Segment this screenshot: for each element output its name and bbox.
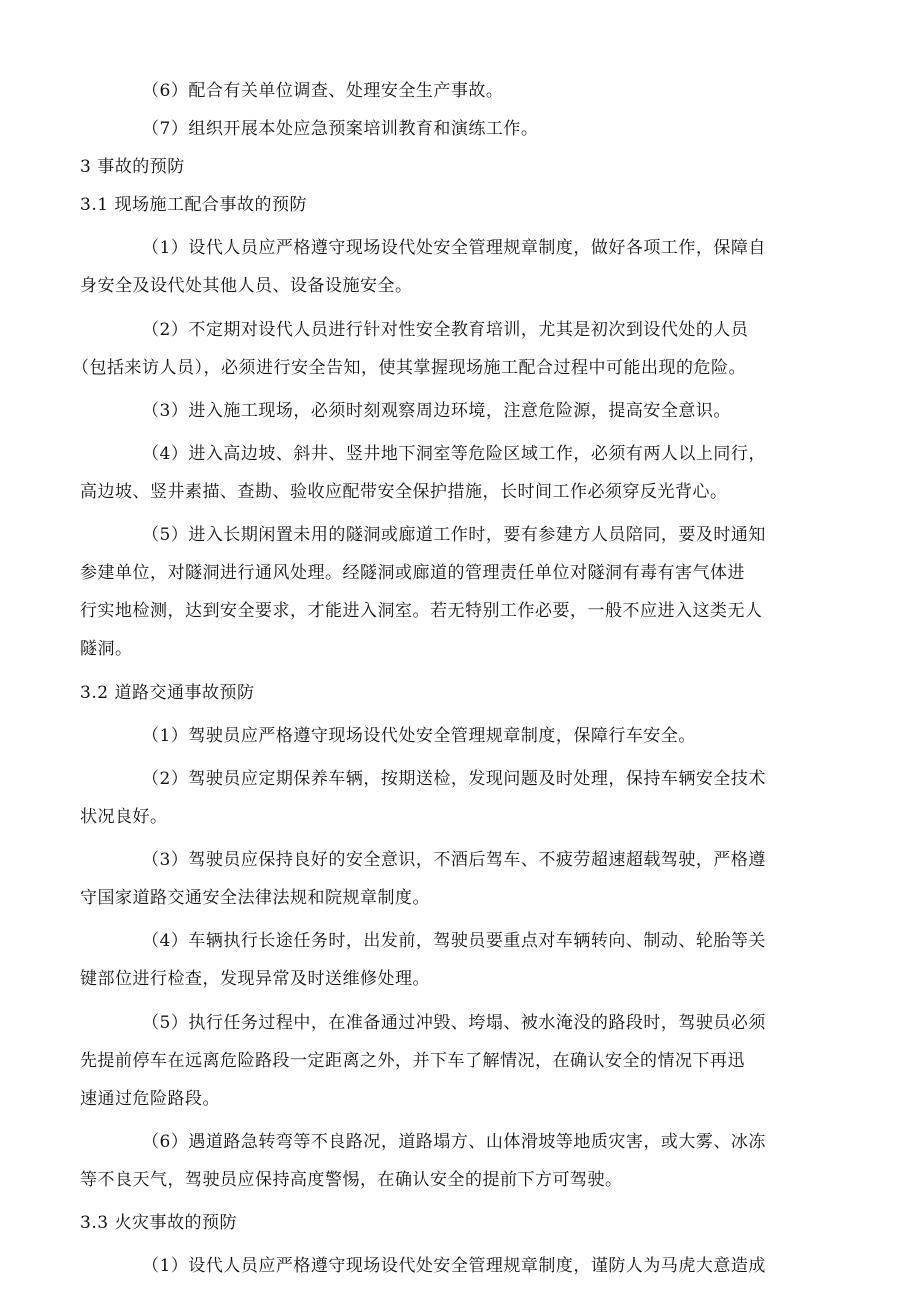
paragraph-line: 身安全及设代处其他人员、设备设施安全。	[80, 276, 413, 296]
paragraph-line: 速通过危险路段。	[80, 1089, 220, 1109]
paragraph-line: 高边坡、竖井素描、查勘、验收应配带安全保护措施，长时间工作必须穿反光背心。	[80, 482, 728, 502]
subsection-heading-3-1: 3.1 现场施工配合事故的预防	[80, 195, 307, 215]
paragraph-line: 先提前停车在远离危险路段一定距离之外，并下车了解情况，在确认安全的情况下再迅	[80, 1051, 745, 1071]
paragraph-line: （6）遇道路急转弯等不良路况，道路塌方、山体滑坡等地质灾害，或大雾、冰冻	[142, 1132, 766, 1152]
paragraph-line: （2）不定期对设代人员进行针对性安全教育培训，尤其是初次到设代处的人员	[142, 320, 749, 340]
subsection-heading-3-3: 3.3 火灾事故的预防	[80, 1213, 237, 1233]
list-item-6: （6）配合有关单位调查、处理安全生产事故。	[142, 81, 504, 101]
paragraph-line: （2）驾驶员应定期保养车辆，按期送检，发现问题及时处理，保持车辆安全技术	[142, 769, 766, 789]
list-item-7: （7）组织开展本处应急预案培训教育和演练工作。	[142, 119, 539, 139]
paragraph-line: 参建单位，对隧洞进行通风处理。经隧洞或廊道的管理责任单位对隧洞有毒有害气体进	[80, 563, 745, 583]
paragraph-line: （3）驾驶员应保持良好的安全意识，不酒后驾车、不疲劳超速超载驾驶，严格遵	[142, 850, 766, 870]
paragraph-line: 行实地检测，达到安全要求，才能进入洞室。若无特别工作必要，一般不应进入这类无人	[80, 601, 763, 621]
paragraph-line: 状况良好。	[80, 807, 168, 827]
paragraph-line: （包括来访人员），必须进行安全告知，使其掌握现场施工配合过程中可能出现的危险。	[72, 358, 746, 378]
paragraph-line: 键部位进行检查，发现异常及时送维修处理。	[80, 969, 430, 989]
paragraph-line: （1）设代人员应严格遵守现场设代处安全管理规章制度，谨防人为马虎大意造成	[142, 1256, 766, 1276]
paragraph-line: （5）执行任务过程中，在准备通过冲毁、垮塌、被水淹没的路段时，驾驶员必须	[142, 1013, 766, 1033]
section-heading-3: 3 事故的预防	[80, 157, 185, 177]
paragraph-line: 守国家道路交通安全法律法规和院规章制度。	[80, 888, 430, 908]
paragraph-line: 等不良天气，驾驶员应保持高度警惕，在确认安全的提前下方可驾驶。	[80, 1170, 623, 1190]
paragraph-line: 隧洞。	[80, 639, 133, 659]
paragraph-line: （5）进入长期闲置未用的隧洞或廊道工作时，要有参建方人员陪同，要及时通知	[142, 525, 766, 545]
subsection-heading-3-2: 3.2 道路交通事故预防	[80, 683, 255, 703]
paragraph-line: （3）进入施工现场，必须时刻观察周边环境，注意危险源，提高安全意识。	[142, 401, 731, 421]
paragraph-line: （1）设代人员应严格遵守现场设代处安全管理规章制度，做好各项工作，保障自	[142, 238, 766, 258]
paragraph-line: （4）进入高边坡、斜井、竖井地下洞室等危险区域工作，必须有两人以上同行，	[142, 444, 766, 464]
paragraph-line: （1）驾驶员应严格遵守现场设代处安全管理规章制度，保障行车安全。	[142, 726, 696, 746]
paragraph-line: （4）车辆执行长途任务时，出发前，驾驶员要重点对车辆转向、制动、轮胎等关	[142, 931, 766, 951]
